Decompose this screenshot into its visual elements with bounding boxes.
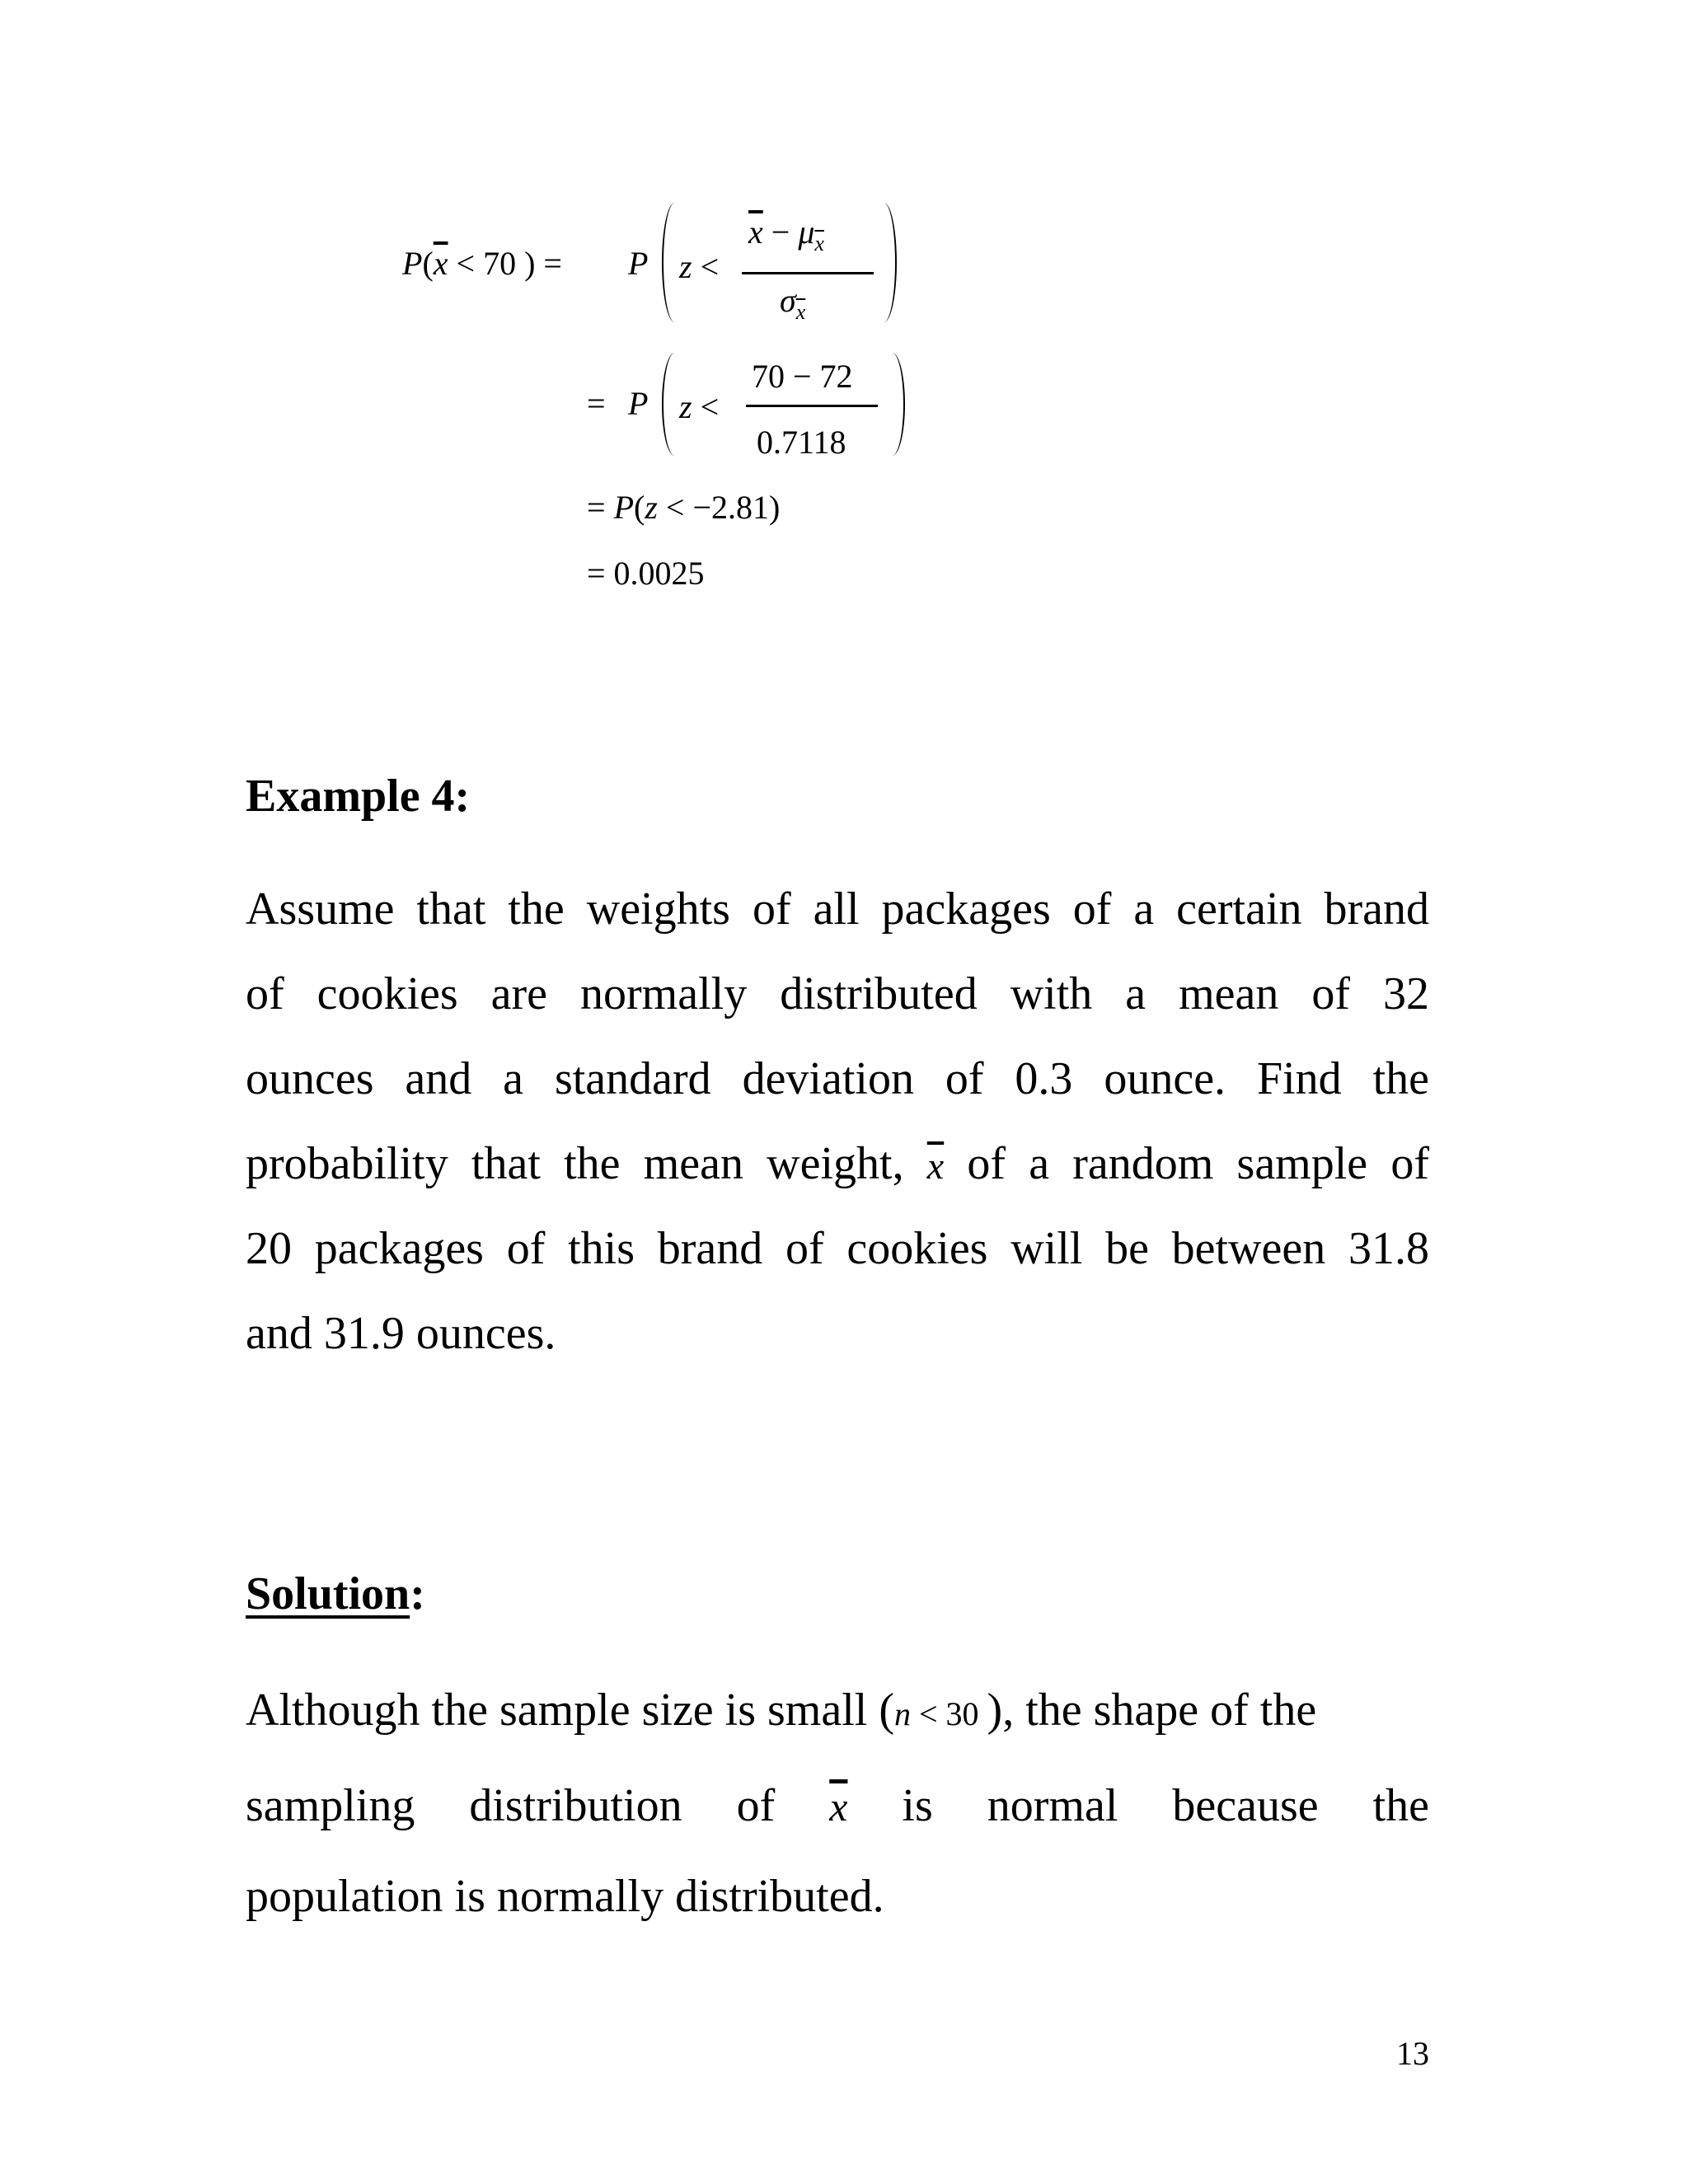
right-paren bbox=[875, 203, 897, 322]
line2-equals: = bbox=[587, 385, 606, 422]
solution-title: Solution bbox=[246, 1568, 410, 1619]
sigma-subscript: x bbox=[795, 300, 806, 324]
solution-line-1-pre: Although the sample size is small ( bbox=[246, 1685, 894, 1736]
lhs-rest: < 70 ) = bbox=[448, 245, 562, 282]
n-variable: n bbox=[893, 1695, 911, 1732]
example-line-5: 20 packages of this brand of cookies will be between 31.8 bbox=[246, 1223, 1429, 1274]
word: the bbox=[1372, 1780, 1430, 1831]
page-number: 13 bbox=[1396, 2035, 1429, 2072]
xbar-inline: $\overline{x}$ bbox=[926, 1145, 945, 1187]
fraction2-bar bbox=[746, 405, 878, 407]
z-less-than: z < bbox=[679, 248, 720, 285]
example-line-4-post: of a random sample of bbox=[944, 1138, 1429, 1189]
example-line-6: and 31.9 ounces. bbox=[246, 1308, 556, 1359]
example-line-4 bbox=[246, 1122, 1429, 1207]
mu-symbol: μ bbox=[798, 213, 815, 251]
example-line-4-pre: probability that the mean weight, bbox=[246, 1138, 904, 1189]
fraction1-denominator bbox=[780, 284, 805, 323]
example-line-2: of cookies are normally distributed with a mean of 32 bbox=[246, 968, 1429, 1019]
word: normal bbox=[987, 1780, 1118, 1831]
line2-p-symbol: P bbox=[628, 385, 649, 422]
solution-heading bbox=[246, 1568, 425, 1619]
mu-subscript: x bbox=[814, 232, 824, 255]
example-line-3: ounces and a standard deviation of 0.3 ounce. Find the bbox=[246, 1053, 1429, 1104]
minus-sign: − bbox=[771, 213, 790, 251]
line3-equals: = bbox=[587, 489, 606, 526]
line2-z-less-than: z < bbox=[679, 388, 720, 425]
line4-result: = 0.0025 bbox=[587, 555, 705, 592]
example-paragraph bbox=[246, 867, 1429, 1376]
solution-line-1 bbox=[246, 1663, 1429, 1757]
word: distribution bbox=[469, 1780, 682, 1831]
p-symbol: P bbox=[402, 245, 423, 282]
word: is bbox=[902, 1780, 933, 1831]
fraction2-denominator: 0.7118 bbox=[757, 424, 846, 461]
n-condition: < 30 bbox=[910, 1695, 987, 1732]
sigma-symbol: σ bbox=[780, 282, 796, 319]
word: of bbox=[736, 1780, 776, 1831]
solution-line-3: population is normally distributed. bbox=[246, 1871, 884, 1922]
word: because bbox=[1172, 1780, 1319, 1831]
fraction1-bar bbox=[742, 272, 874, 274]
solution-line-2 bbox=[246, 1757, 1429, 1854]
example-line-1: Assume that the weights of all packages of a certain brand bbox=[246, 883, 1429, 935]
fraction2-numerator: 70 − 72 bbox=[752, 358, 853, 395]
solution-colon: : bbox=[410, 1568, 425, 1619]
line3: = P(z < −2.81) bbox=[587, 489, 781, 526]
solution-line-1-post: ), the shape of the bbox=[987, 1685, 1317, 1736]
word: sampling bbox=[246, 1780, 415, 1831]
example-heading: Example 4: bbox=[246, 771, 471, 822]
xbar-symbol: $\overline{x}$ bbox=[433, 245, 448, 282]
solution-paragraph bbox=[246, 1663, 1429, 1939]
num-xbar: $\overline{x}$ bbox=[748, 213, 763, 251]
fraction1-numerator bbox=[748, 213, 824, 255]
equation-lhs: $P(\overline{x} < 70$ ) = bbox=[402, 245, 562, 282]
line2-right-paren bbox=[884, 353, 905, 456]
rhs-p-symbol: P bbox=[628, 245, 649, 282]
xbar-symbol: $\overline{x}$ bbox=[829, 1783, 848, 1830]
